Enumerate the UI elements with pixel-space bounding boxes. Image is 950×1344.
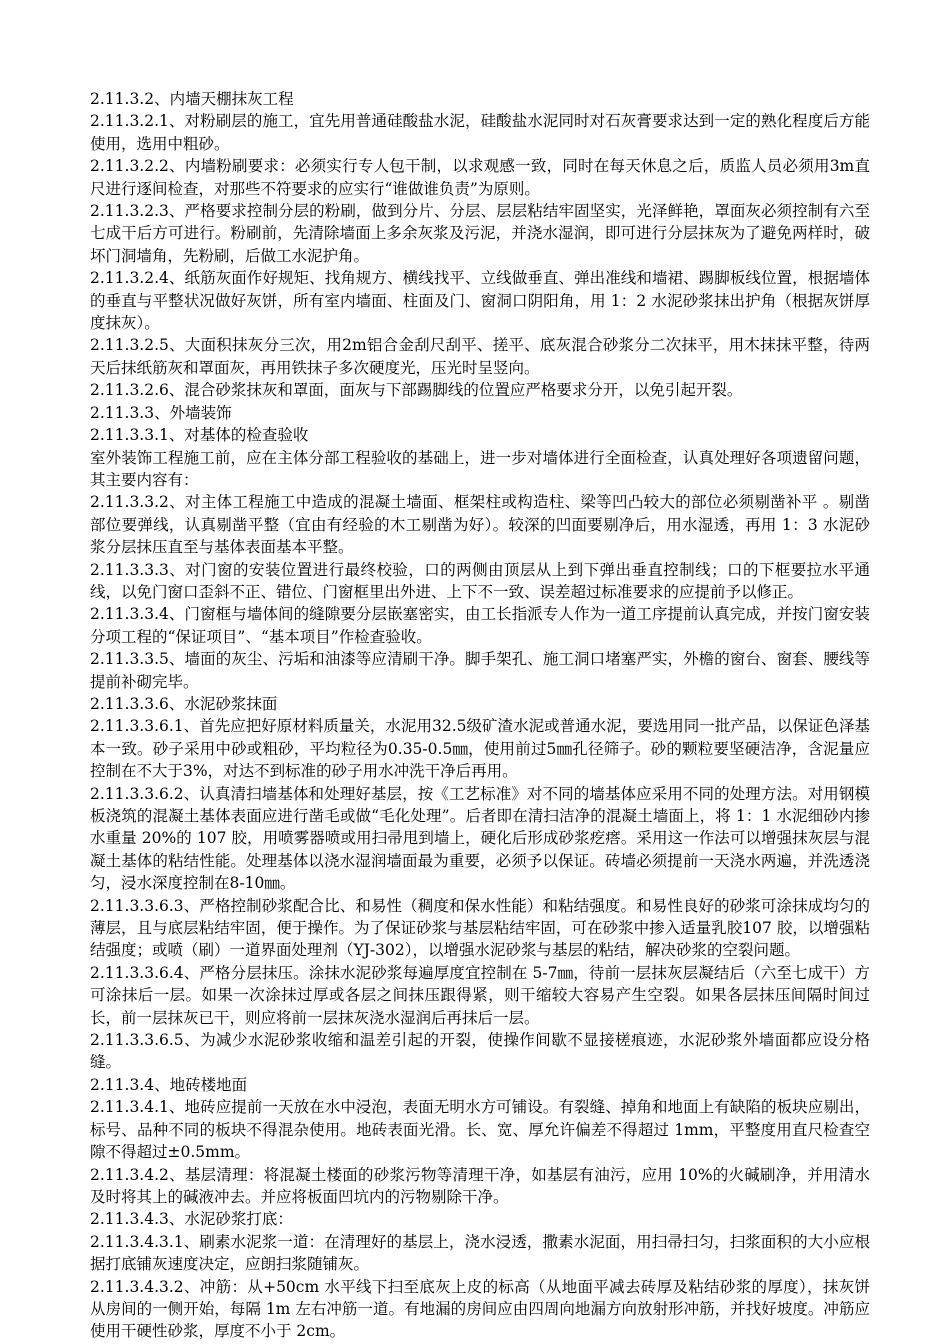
paragraph-2-11-3-4-3-1: 2.11.3.4.3.1、刷素水泥浆一道：在清理好的基层上，浇水浸透，撒素水泥面，用扫帚扫匀，扫浆面积的大小应根据打底铺灰速度决定，应朗扫浆随铺灰。 <box>90 1232 870 1274</box>
paragraph-intro-exterior: 室外装饰工程施工前，应在主体分部工程验收的基础上，进一步对墙体进行全面检查，认真处理好各项遗留问题，其主要内容有： <box>90 448 870 489</box>
paragraph-2-11-3-2-1: 2.11.3.2.1、对粉刷层的施工，宜先用普通硅酸盐水泥，硅酸盐水泥同时对石灰膏要求达到一定的熟化程度后方能使用，选用中粗砂。 <box>90 112 870 153</box>
document-body <box>90 88 870 1343</box>
subheading-2-11-3-4-3: 2.11.3.4.3、水泥砂浆打底： <box>90 1210 293 1229</box>
section-heading-2-11-3-2: 2.11.3.2、内墙天棚抹灰工程 <box>90 90 294 108</box>
subheading-2-11-3-3-1: 2.11.3.3.1、对基体的检查验收 <box>90 426 309 445</box>
paragraph-2-11-3-3-3: 2.11.3.3.3、对门窗的安装位置进行最终校验，口的两侧由顶层从上到下弹出垂直控制线；口的下框要拉水平通线，以免门窗口歪斜不正、错位、门窗框里出外进、上下不一致、误差超过标准要求的应提前予以修正。 <box>90 560 870 601</box>
paragraph-2-11-3-2-4: 2.11.3.2.4、纸筋灰面作好规矩、找角规方、横线找平、立线做垂直、弹出准线和墙裙、踢脚板线位置，根据墙体的垂直与平整状况做好灰饼，所有室内墙面、柱面及门、窗洞口阴阳角，用 1：2 水泥砂浆抹出护角（根据灰饼厚度抹灰）。 <box>90 269 870 333</box>
subheading-2-11-3-3-6: 2.11.3.3.6、水泥砂浆抹面 <box>90 694 278 713</box>
paragraph-2-11-3-2-2: 2.11.3.2.2、内墙粉刷要求：必须实行专人包干制，以求观感一致，同时在每天休息之后，质监人员必须用3m直尺进行逐间检查，对那些不符要求的应实行“谁做谁负责”为原则。 <box>90 157 870 198</box>
paragraph-2-11-3-4-2: 2.11.3.4.2、基层清理：将混凝土楼面的砂浆污物等清理干净，如基层有油污，应用 10%的火碱刷净，并用清水及时将其上的碱液冲去。并应将板面凹坑内的污物剔除干净。 <box>90 1165 870 1206</box>
paragraph-2-11-3-3-2: 2.11.3.3.2、对主体工程施工中造成的混凝土墙面、框架柱或构造柱、梁等凹凸较大的部位必须剔凿补平 。剔凿部位要弹线，认真剔凿平整（宜由有经验的木工剔凿为好）。较深的凹面要剔净后，用水湿透，再用 1：3 水泥砂浆分层抹压直至与基体表面基本平整。 <box>90 493 870 557</box>
paragraph-2-11-3-2-5: 2.11.3.2.5、大面积抹灰分三次，用2m铝合金刮尺刮平、搓平、底灰混合砂浆分二次抹平，用木抹抹平整，待两天后抹纸筋灰和罩面灰，再用铁抹子多次硬度光，压光时呈竖向。 <box>90 336 870 377</box>
paragraph-2-11-3-3-5: 2.11.3.3.5、墙面的灰尘、污垢和油漆等应清刷干净。脚手架孔、施工洞口堵塞严实，外檐的窗台、窗套、腰线等提前补砌完毕。 <box>90 650 870 691</box>
paragraph-2-11-3-3-6-1: 2.11.3.3.6.1、首先应把好原材料质量关，水泥用32.5级矿渣水泥或普通水泥，要选用同一批产品，以保证色泽基本一致。砂子采用中砂或粗砂，平均粒径为0.35-0.5㎜，使用前过5㎜孔径筛子。砂的颗粒要坚硬洁净，含泥量应控制在不大于3%，对达不到标准的砂子用水冲洗干净后再用。 <box>90 717 870 781</box>
paragraph-2-11-3-3-6-2: 2.11.3.3.6.2、认真清扫墙基体和处理好基层，按《工艺标准》对不同的墙基体应采用不同的处理方法。对用钢模板浇筑的混凝土基体表面应进行凿毛或做“毛化处理”。后者即在清扫洁净的混凝土墙面上，将 1：1 水泥细砂内掺水重量 20%的 107 胶，用喷雾器喷或用扫帚甩到墙上，硬化后形成砂浆疙瘩。采用这一作法可以增强抹灰层与混凝土基体的粘结性能。处理基体以浇水湿润墙面最为重要，必须予以保证。砖墙必须提前一天浇水两遍，并洗透浇匀，浸水深度控制在8-10㎜。 <box>90 784 870 893</box>
paragraph-2-11-3-3-6-3: 2.11.3.3.6.3、严格控制砂浆配合比、和易性（稠度和保水性能）和粘结强度。和易性良好的砂浆可涂抹成均匀的薄层，且与底层粘结牢固，便于操作。为了保证砂浆与基层粘结牢固，可在砂浆中掺入适量乳胶107 胶，以增强粘结强度；或喷（刷）一道界面处理剂（YJ-302），以增强水泥砂浆与基层的粘结，解决砂浆的空裂问题。 <box>90 896 870 960</box>
paragraph-2-11-3-3-6-5: 2.11.3.3.6.5、为减少水泥砂浆收缩和温差引起的开裂，使操作间歇不显接槎痕迹，水泥砂浆外墙面都应设分格缝。 <box>90 1031 870 1072</box>
paragraph-2-11-3-3-4: 2.11.3.3.4、门窗框与墙体间的缝隙要分层嵌塞密实，由工长指派专人作为一道工序提前认真完成，并按门窗安装分项工程的“保证项目”、“基本项目”作检查验收。 <box>90 605 870 646</box>
section-heading-2-11-3-3: 2.11.3.3、外墙装饰 <box>90 403 232 422</box>
paragraph-2-11-3-4-3-2: 2.11.3.4.3.2、冲筋：从+50cm 水平线下扫至底灰上皮的标高（从地面平减去砖厚及粘结砂浆的厚度），抹灰饼从房间的一侧开始，每隔 1m 左右冲筋一道。有地漏的房间应由四周向地漏方向放射形冲筋，并找好坡度。冲筋应使用干硬性砂浆，厚度不小于 2cm。 <box>90 1277 870 1341</box>
paragraph-2-11-3-4-1: 2.11.3.4.1、地砖应提前一天放在水中浸泡，表面无明水方可铺设。有裂缝、掉角和地面上有缺陷的板块应剔出，标号、品种不同的板块不得混杂使用。地砖表面光滑。长、宽、厚允许偏差不得超过 1mm，平整度用直尺检查空隙不得超过±0.5mm。 <box>90 1098 870 1162</box>
paragraph-2-11-3-2-3: 2.11.3.2.3、严格要求控制分层的粉刷，做到分片、分层、层层粘结牢固坚实，光泽鲜艳，罩面灰必须控制有六至七成干后方可进行。粉刷前，先清除墙面上多余灰浆及污泥，并浇水湿润，即可进行分层抹灰为了避免两样时，破坏门洞墙角，先粉刷，后做工水泥护角。 <box>90 202 870 265</box>
section-heading-2-11-3-4: 2.11.3.4、地砖楼地面 <box>90 1075 248 1094</box>
paragraph-2-11-3-3-6-4: 2.11.3.3.6.4、严格分层抹压。涂抹水泥砂浆每遍厚度宜控制在 5-7㎜，待前一层抹灰层凝结后（六至七成干）方可涂抹后一层。如果一次涂抹过厚或各层之间抹压跟得紧，则干缩较大容易产生空裂。如果各层抹压间隔时间过长，前一层抹灰已干，则应将前一层抹灰浇水湿润后再抹后一层。 <box>90 963 870 1027</box>
paragraph-2-11-3-2-6: 2.11.3.2.6、混合砂浆抹灰和罩面，面灰与下部踢脚线的位置应严格要求分开，以免引起开裂。 <box>90 381 743 400</box>
